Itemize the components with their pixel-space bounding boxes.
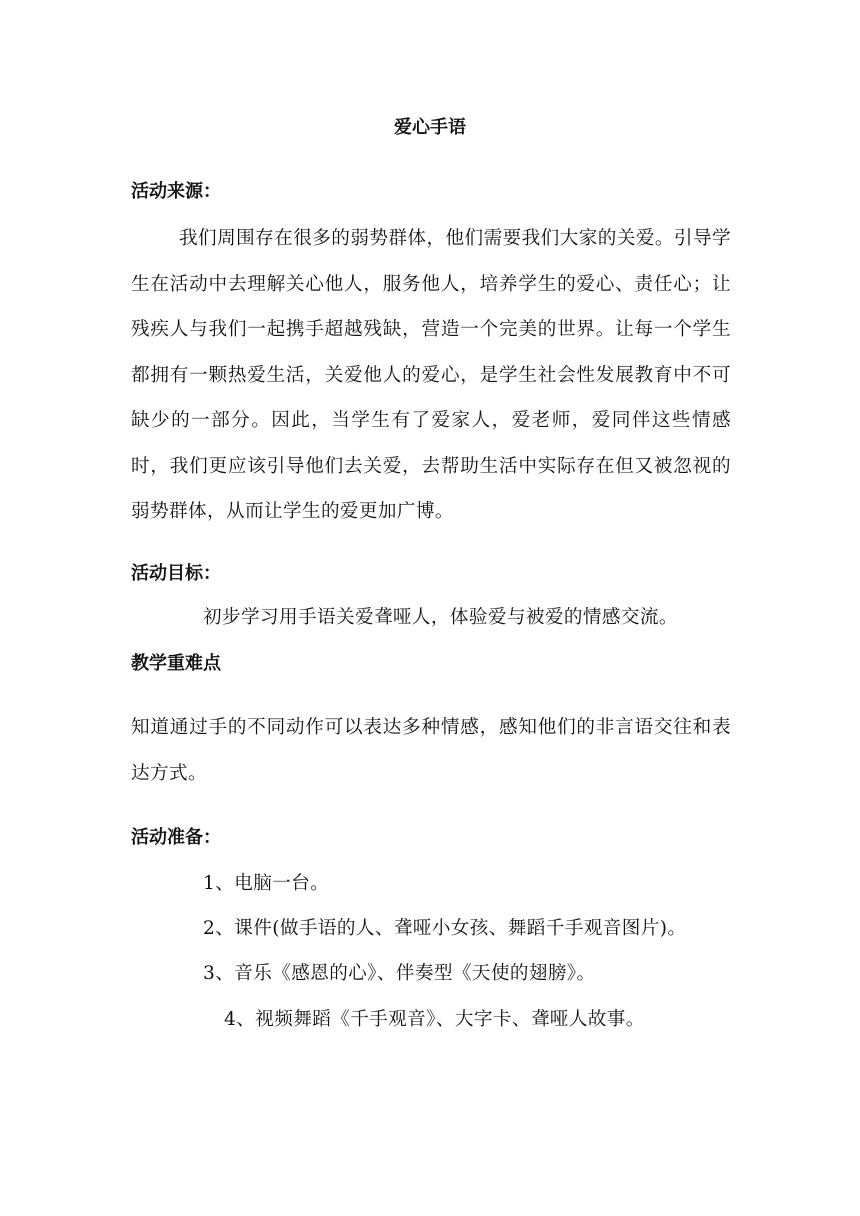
goal-heading: 活动目标： <box>131 563 221 584</box>
preparation-heading: 活动准备： <box>131 827 221 848</box>
key-points-heading: 教学重难点 <box>131 653 221 674</box>
document-title: 爱心手语 <box>394 117 466 138</box>
preparation-item: 4、视频舞蹈《千手观音》、大字卡、聋哑人故事。 <box>224 1009 645 1030</box>
preparation-item: 3、音乐《感恩的心》、伴奏型《天使的翅膀》。 <box>203 963 596 984</box>
preparation-item: 2、课件(做手语的人、聋哑小女孩、舞蹈千手观音图片)。 <box>203 918 687 939</box>
goal-text: 初步学习用手语关爱聋哑人，体验爱与被爱的情感交流。 <box>203 607 678 628</box>
source-paragraph: 我们周围存在很多的弱势群体，他们需要我们大家的关爱。引导学生在活动中去理解关心他人，服务他人，培养学生的爱心、责任心；让残疾人与我们一起携手超越残缺，营造一个完美的世界。让每一个学生都拥有一颗热爱生活，关爱他人的爱心，是学生社会性发展教育中不可缺少的一部分。因此，当学生有了爱家人，爱老师，爱同伴这些情感时，我们更应该引导他们去关爱，去帮助生活中实际存在但又被忽视的弱势群体，从而让学生的爱更加广博。 <box>131 228 731 522</box>
preparation-item: 1、电脑一台。 <box>203 873 330 894</box>
key-points-paragraph: 知道通过手的不同动作可以表达多种情感，感知他们的非言语交往和表达方式。 <box>131 717 731 784</box>
source-heading: 活动来源： <box>131 181 221 202</box>
